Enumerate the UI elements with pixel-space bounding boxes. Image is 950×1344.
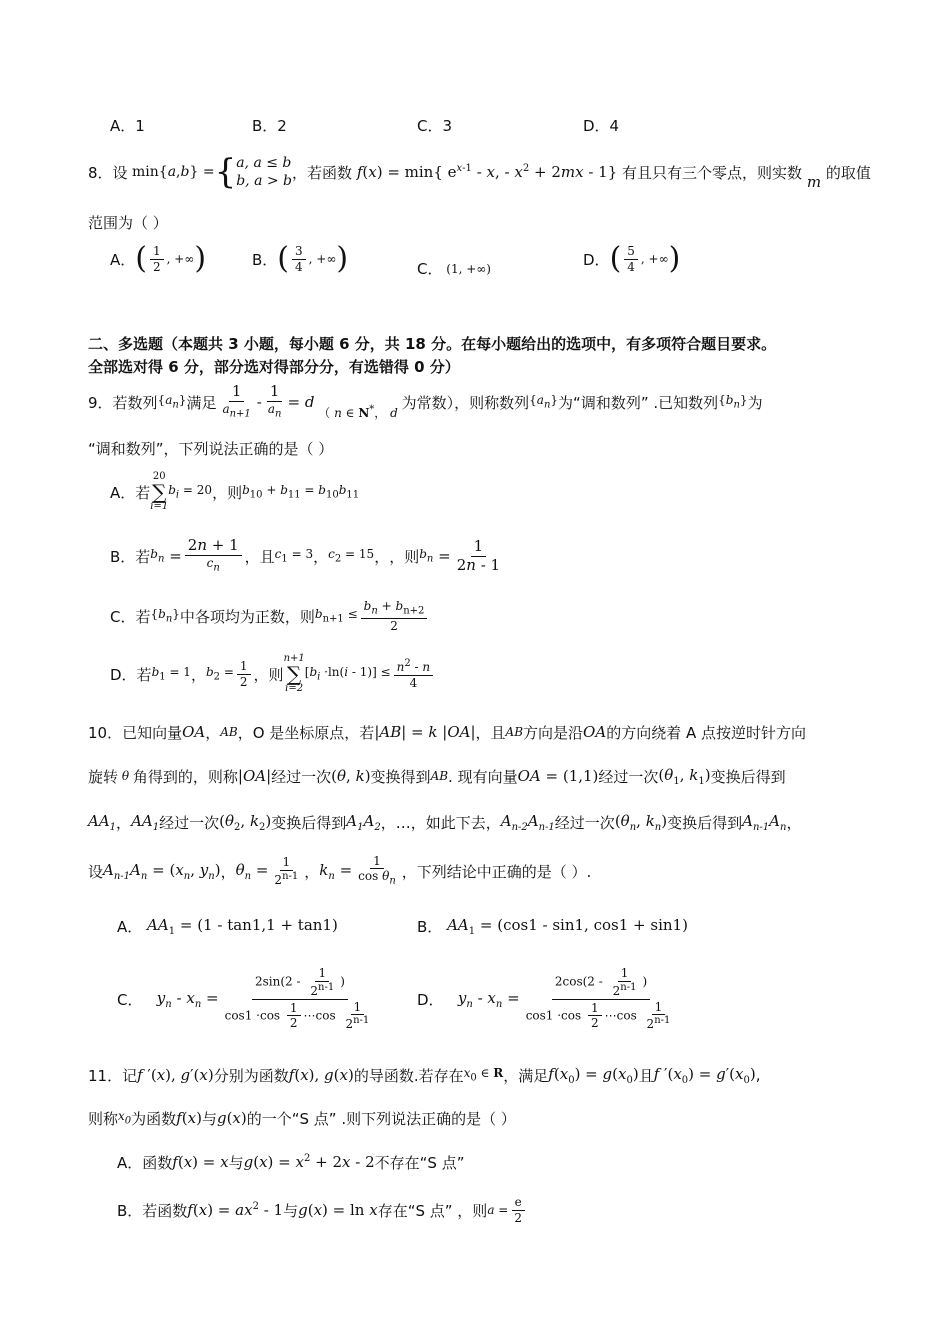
section-heading-line2: 全部选对得 6 分，部分选对得部分分，有选错得 0 分） — [88, 358, 460, 376]
q8-stem-line2: 范围为（ ） — [88, 214, 168, 232]
q8-option-d: D． ( $\frac{5}{4}$ , +∞ ) — [583, 241, 681, 276]
q10-option-c: C． $y_n - x_n$ = 2sin(2 - $\frac{1}{2^{n-1}}$ ) cos1 ·cos $\frac{1}{2}$ ⋯cos $\frac{1}{2^{n-1}}$ — [117, 966, 370, 1032]
q10-line4: 设 $A_{n-1}A_n = (x_n$, $y_n$) ， $\theta_n$ = $\frac{1}{2^{n-1}}$ ， $k_n$ = $\frac{1}{\cos \theta_n}$ ，下列结论中正确的是（ ）. — [88, 853, 592, 887]
q11-line1: 11．记 f ′(x), g′(x) 分别为函数 f(x), g(x) 的导函数.若存在 $x_0$ ∈ R ，满足 $f(x_0) = g(x_0)$ 且 f $'(x_0) = g'(x_0)$ , — [88, 1064, 761, 1086]
q8-option-a: A． ( $\frac{1}{2}$ , +∞ ) — [110, 241, 207, 276]
q8-option-c: C． (1, +∞) — [417, 260, 491, 278]
q7-option-c: C．3 — [417, 117, 453, 135]
q8-stem: 8．设 min{a,b} = { a, a ≤ b b, a > b ，若函数 f(x) = min{ $e^{x-1}$ - x, - $x^2 + 2mx - 1$} 有且只有三个零点，则实数 m 的取值 — [88, 152, 871, 192]
q9-option-d: D．若 $b_1 = 1$ ， $b_2$ = $\frac{1}{2}$ ，则 n+1 ∑ i=2 $[b_i \cdot\ln(i - 1)]$ ≤ $\frac{n^2 - n}{4}$ — [110, 650, 436, 698]
q7-option-b: B．2 — [252, 117, 287, 135]
q10-option-d: D． $y_n - x_n$ = 2cos(2 - $\frac{1}{2^{n-1}}$ ) cos1 ·cos $\frac{1}{2}$ ⋯cos $\frac{1}{2^{n-1}}$ — [417, 966, 671, 1032]
q9-stem-line2: “调和数列”，下列说法正确的是（ ） — [88, 440, 334, 458]
q9-option-b: B．若 $b_n$ = $\frac{2n + 1}{c_n}$ ，且 $c_1 = 3$ ， $c_2 = 15$ ， ，则 $b_n$ = $\frac{1}{2n - 1}$ — [110, 536, 501, 574]
q10-option-b: B． $AA_1 = (\cos 1 - \sin 1$, cos1 + sin1) — [417, 915, 688, 937]
q8-option-b: B． ( $\frac{3}{4}$ , +∞ ) — [252, 241, 349, 276]
q9-stem: 9．若数列 $\{a_n\}$ 满足 $\frac{1}{a_{n+1}}$ - $\frac{1}{a_n}$ = d （ n ∈ N*， d 为常数），则称数列 $\{a_n\}$ 为“调和数列” .已知数列 $\{b_n\}$ 为 — [88, 382, 763, 420]
q7-option-a: A．1 — [110, 117, 145, 135]
q7-option-d: D．4 — [583, 117, 620, 135]
q9-option-a: A．若 20 ∑ i=1 $b_i = 20$ ，则 $b_{10} + b_{11} = b_{10}b_{11}$ — [110, 471, 360, 512]
q11-line2: 则称 $x_0$ 为函数 f(x) 与 g(x) 的一个“S 点” .则下列说法正确的是（ ） — [88, 1109, 516, 1128]
q10-line3: $AA_1$ ， $AA_1$ 经过一次 ($\theta_2$, $k_2$) 变换后得到 $A_1A_2$ ，…，如此下去， $A_{n-2}A_{n-1}$ 经过一次 ($\theta_n$, $k_n$) 变换后得到 $A_{n-1}A_n$ ， — [88, 811, 802, 833]
q11-option-a: A．函数 f(x) = x 与 $g(x) = x^2 + 2x - 2$ 不存在“S 点” — [117, 1153, 465, 1172]
q10-line2: 旋转 θ 角得到的，则称 |OA| 经过一次 (θ, k) 变换得到 AB . 现有向量 OA = (1,1) 经过一次 ($\theta_1$, $k_1$) 变换后得到 — [88, 765, 786, 787]
q10-line1: 10．已知向量 OA ， AB ，O 是坐标原点，若 |AB| = k |OA| ，且 AB 方向是沿 OA 的方向绕着 A 点按逆时针方向 — [88, 723, 806, 742]
q9-option-c: C．若 $\{b_n\}$ 中各项均为正数，则 $b_{n+1}$ ≤ $\frac{b_n + b_{n+2}}{2}$ — [110, 594, 430, 638]
q11-option-b: B．若函数 $f(x) = ax^2 - 1$ 与 g(x) = ln x 存在“S 点” ，则 a = $\frac{e}{2}$ — [117, 1190, 528, 1230]
section-heading: 二、多选题（本题共 3 小题，每小题 6 分，共 18 分。在每小题给出的选项中，有多项符合题目要求。 — [88, 335, 777, 353]
q10-option-a: A． $AA_1 = (1 - \tan 1,1 + \tan 1)$ — [117, 915, 338, 937]
